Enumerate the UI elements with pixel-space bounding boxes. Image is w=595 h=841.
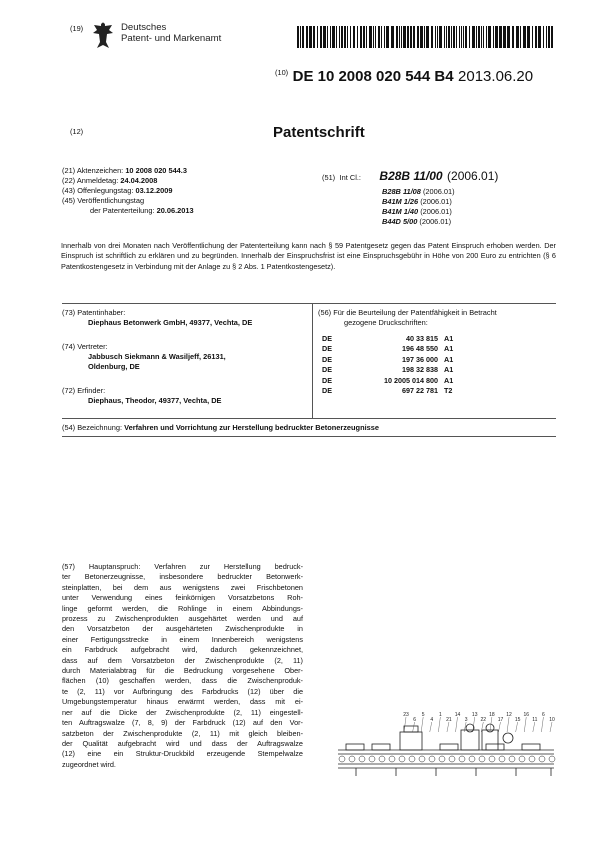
claim-line-text: flächen (10) geschaffen werden, dass die Zwischenproduk-	[62, 676, 303, 686]
ipc-secondary-row	[382, 197, 562, 207]
barcode-bar	[386, 26, 389, 48]
citations-block	[318, 308, 558, 404]
reference-numeral: 3	[464, 717, 468, 723]
conveyor-roller	[519, 756, 525, 762]
inid-code-74: (74)	[62, 342, 76, 351]
field-45-continued	[62, 206, 312, 216]
ipc-secondary-version: (2006.01)	[422, 187, 455, 196]
citation-country: DE	[322, 386, 332, 395]
reference-numeral: 4	[430, 717, 434, 723]
divider-middle	[62, 418, 556, 419]
claim-line	[62, 572, 303, 582]
grant-publication-label: Veröffentlichungstag	[77, 196, 145, 205]
representative-value-line2: Oldenburg, DE	[88, 362, 140, 371]
document-number: DE 10 2008 020 544 B4	[292, 68, 454, 85]
claim-line	[62, 562, 303, 572]
claim-line-text: Hauptanspruch: Verfahren zur Herstellung bedruck-	[88, 562, 304, 571]
document-type: Patentschrift	[273, 124, 365, 141]
claim-line-text: durch Materialabtrag für die Bedruckung vorgesehene Ober-	[62, 666, 303, 676]
reference-numeral: 16	[523, 712, 530, 718]
citation-kind: A1	[444, 354, 454, 364]
divider-top	[62, 303, 556, 304]
barcode-bar	[420, 26, 423, 48]
bibliographic-data	[62, 166, 312, 216]
claim-line-text: (12) eine ein Struktur-Druckbild erzeugende Stempelwalze	[62, 749, 303, 759]
conveyor-roller	[549, 756, 555, 762]
reference-leader-line	[507, 717, 509, 732]
opposition-notice-text: Innerhalb von drei Monaten nach Veröffentlichung der Patenterteilung kann nach § 59 Patentgesetz gegen das Patent Einspruch erhoben werden. Der Einspruch ist schriftlich zu erklären und zu begründen. Innerhalb der Einspruchsfrist ist eine Einspruchsgebühr in Höhe von 200 Euro zu entrichten (§ 6 Patentkostengesetz in Verbindung mit der Anlage zu § 2 Abs. 1 Patentkostengesetz).	[61, 241, 556, 271]
citation-kind: A1	[444, 334, 454, 343]
barcode-bar	[373, 26, 374, 48]
application-number-value: 10 2008 020 544.3	[125, 166, 187, 175]
barcode-bar	[396, 26, 398, 48]
office-name-line2: Patent- und Markenamt	[121, 33, 222, 44]
inid-code-21: (21)	[62, 166, 76, 175]
barcode-bar	[407, 26, 409, 48]
conveyor-roller	[389, 756, 395, 762]
reference-leader-line	[456, 717, 458, 732]
citation-number: 40 33 815	[406, 334, 438, 343]
conveyor-roller	[459, 756, 465, 762]
main-claim-text	[62, 562, 303, 770]
inid-code-51: (51)	[322, 173, 336, 182]
claim-line	[62, 583, 303, 593]
inid-code-73: (73)	[62, 308, 76, 317]
reference-numeral: 17	[497, 717, 504, 723]
barcode-bar	[495, 26, 498, 48]
conveyor-roller	[419, 756, 425, 762]
citation-number: 197 36 000	[402, 354, 438, 364]
ipc-secondary-version: (2006.01)	[420, 197, 452, 206]
barcode-bar	[323, 26, 326, 48]
ipc-secondary-class: B41M 1/40	[382, 207, 421, 216]
barcode-bar	[486, 26, 487, 48]
reference-leader-line	[447, 722, 449, 732]
citation-kind: T2	[444, 386, 453, 395]
barcode-bar	[548, 26, 550, 48]
barcode	[297, 26, 555, 48]
reference-numeral: 21	[446, 717, 452, 723]
barcode-bar	[527, 26, 530, 48]
reference-leader-line	[413, 722, 415, 732]
barcode-bar	[456, 26, 457, 48]
conveyor-roller	[339, 756, 345, 762]
inid-code-45: (45)	[62, 196, 76, 205]
barcode-bar	[469, 26, 470, 48]
field-45	[62, 196, 312, 206]
ipc-classification	[322, 167, 562, 227]
publication-date-label: Offenlegungstag:	[77, 186, 134, 195]
reference-numeral: 11	[532, 717, 538, 723]
claim-line	[62, 593, 303, 603]
inid-code-72: (72)	[62, 386, 76, 395]
citation-country: DE	[322, 375, 332, 385]
barcode-bar	[512, 26, 514, 48]
reference-leader-line	[404, 717, 406, 732]
claim-line-text: ner auf die Dicke der Zwischenprodukte (2, 11) eingestell-	[62, 707, 303, 717]
parties-block	[62, 308, 307, 406]
claim-line	[62, 687, 303, 697]
field-22	[62, 176, 312, 186]
barcode-bar	[357, 26, 358, 48]
title-label: Bezeichnung:	[77, 423, 123, 432]
conveyor-roller	[509, 756, 515, 762]
claim-line-text: den Vorsatzbeton der ausgehärteten Zwischenprodukte in	[62, 624, 303, 634]
conveyor-roller	[349, 756, 355, 762]
claim-line-text: linge geformt werden, die Rohlinge in einem Abbindungs-	[62, 603, 303, 613]
conveyor-roller	[369, 756, 375, 762]
reference-numeral: 6	[542, 712, 545, 718]
barcode-bar	[435, 26, 436, 48]
barcode-bar	[538, 26, 541, 48]
barcode-bar	[426, 26, 429, 48]
barcode-bar	[431, 26, 433, 48]
citation-number: 198 32 838	[402, 365, 438, 375]
reference-leader-line	[541, 717, 543, 732]
inid-code-57: (57)	[62, 562, 89, 571]
citation-country: DE	[322, 354, 332, 364]
ipc-secondary-row	[382, 187, 562, 197]
ipc-label: Int Cl.:	[339, 173, 361, 182]
claim-line	[62, 635, 303, 645]
barcode-bar	[320, 26, 322, 48]
ipc-main	[322, 167, 562, 185]
citation-number: 697 22 781	[402, 386, 438, 395]
barcode-bar	[410, 26, 412, 48]
barcode-bar	[535, 26, 537, 48]
conveyor-roller	[409, 756, 415, 762]
citation-country: DE	[322, 365, 332, 375]
claim-line-text: zugeordnet wird.	[62, 759, 116, 769]
claim-line	[62, 739, 303, 749]
barcode-bar	[399, 26, 400, 48]
claim-line	[62, 676, 303, 686]
representative-value-line1: Jabbusch Siekmann & Wasiljeff, 26131,	[88, 352, 226, 361]
conveyor-roller	[489, 756, 495, 762]
reference-numeral: 23	[403, 712, 409, 718]
document-date: 2013.06.20	[458, 68, 534, 85]
ipc-secondary-row	[382, 207, 562, 217]
patent-drawing	[336, 708, 556, 778]
conveyor-roller	[469, 756, 475, 762]
grant-publication-label-2: der Patenterteilung:	[90, 206, 155, 215]
reference-leader-line	[550, 722, 552, 732]
proprietor-value: Diephaus Betonwerk GmbH, 49377, Vechta, DE	[88, 318, 253, 327]
barcode-bar	[360, 26, 362, 48]
inventor-value: Diephaus, Theodor, 49377, Vechta, DE	[88, 396, 222, 405]
claim-line	[62, 645, 303, 655]
divider-bottom	[62, 436, 556, 437]
claim-line-text: unter Verwendung eines feinkörnigen Vorsatzbetons Roh-	[62, 593, 303, 603]
field-74	[62, 342, 307, 352]
reference-numeral: 13	[471, 712, 478, 718]
reference-leader-line	[430, 722, 432, 732]
reference-numeral: 12	[506, 712, 512, 718]
reference-numeral: 18	[489, 712, 495, 718]
conveyor-roller	[479, 756, 485, 762]
ipc-secondary-class: B28B 11/08	[382, 187, 423, 196]
barcode-bar	[481, 26, 482, 48]
citation-country: DE	[322, 344, 332, 354]
office-name-line1: Deutsches	[121, 22, 167, 33]
citations-label-line1: Für die Beurteilung der Patentfähigkeit in Betracht	[333, 308, 497, 317]
reference-numeral: 10	[549, 717, 555, 723]
conveyor-roller	[429, 756, 435, 762]
publication-date-value: 03.12.2009	[135, 186, 173, 195]
barcode-bar	[306, 26, 308, 48]
claim-line	[62, 614, 303, 624]
field-43	[62, 186, 312, 196]
barcode-bar	[317, 26, 318, 48]
ipc-main-class: B28B 11/00	[379, 169, 443, 183]
claim-line	[62, 729, 303, 739]
barcode-bar	[375, 26, 376, 48]
reference-numeral: 6	[413, 717, 416, 723]
ipc-main-version: (2006.01)	[447, 169, 499, 183]
claim-line-text: dass auf dem Vorsatzbeton der Zwischenprodukte (2, 11)	[62, 655, 303, 665]
claim-line-text: einer Fertigungsstrecke in einem Innenbereich wenigstens	[62, 634, 303, 644]
claim-line	[62, 656, 303, 666]
reference-leader-line	[533, 722, 535, 732]
barcode-bar	[384, 26, 385, 48]
barcode-bar	[353, 26, 355, 48]
inid-code-43: (43)	[62, 186, 76, 195]
claim-line	[62, 708, 303, 718]
citation-number: 10 2005 014 800	[384, 375, 438, 385]
barcode-bar	[453, 26, 455, 48]
inid-code-54: (54)	[62, 423, 76, 432]
inventor-label: Erfinder:	[77, 386, 106, 395]
proprietor-label: Patentinhaber:	[77, 308, 126, 317]
barcode-bar	[413, 26, 415, 48]
barcode-bar	[332, 26, 335, 48]
claim-line-text: steinplatten, bei dem aus wenigstens zwei Frischbetonen	[62, 582, 303, 592]
conveyor-roller	[399, 756, 405, 762]
barcode-bar	[459, 26, 460, 48]
barcode-bar	[444, 26, 445, 48]
barcode-bar	[330, 26, 331, 48]
federal-eagle-logo	[92, 20, 114, 50]
barcode-bar	[347, 26, 348, 48]
conveyor-roller	[439, 756, 445, 762]
opposition-notice	[61, 241, 556, 272]
barcode-bar	[499, 26, 502, 48]
citation-kind: A1	[444, 365, 454, 375]
claim-line-text: Umgebungstemperatur hinaus erwärmt werden, dass mit ei-	[62, 697, 303, 707]
ipc-secondary-class: B44D 5/00	[382, 217, 420, 226]
filing-date-label: Anmeldetag:	[76, 176, 119, 185]
barcode-bar	[313, 26, 315, 48]
inid-code-22: (22)	[62, 176, 76, 185]
patent-office-name	[121, 22, 221, 44]
ipc-secondary-list	[382, 187, 562, 227]
barcode-bar	[378, 26, 380, 48]
barcode-bar	[478, 26, 480, 48]
inid-code-10: (10)	[275, 68, 289, 77]
conveyor-roller	[499, 756, 505, 762]
claim-line	[62, 666, 303, 676]
barcode-bar	[446, 26, 447, 48]
claim-line	[62, 624, 303, 634]
reference-leader-line	[438, 717, 440, 732]
barcode-bar	[448, 26, 450, 48]
grant-publication-value: 20.06.2013	[156, 206, 194, 215]
claim-line-text: prozess zu Zwischenprodukten ausgehärtet werden und auf	[62, 614, 303, 624]
barcode-bar	[363, 26, 365, 48]
claim-line	[62, 718, 303, 728]
barcode-bar	[493, 26, 494, 48]
citation-kind: A1	[444, 344, 454, 354]
barcode-bar	[516, 26, 519, 48]
barcode-bar	[300, 26, 301, 48]
reference-numeral: 1	[438, 712, 442, 718]
claim-line	[62, 697, 303, 707]
reference-numeral: 14	[454, 712, 461, 718]
document-identifier	[275, 68, 533, 86]
barcode-bar	[366, 26, 367, 48]
barcode-bar	[523, 26, 526, 48]
barcode-bar	[424, 26, 425, 48]
invention-title: Verfahren und Vorrichtung zur Herstellung bedruckter Betonerzeugnisse	[124, 423, 379, 432]
barcode-bar	[309, 26, 312, 48]
conveyor-roller	[449, 756, 455, 762]
barcode-bar	[520, 26, 521, 48]
barcode-bar	[417, 26, 419, 48]
inid-code-56: (56)	[318, 308, 332, 317]
barcode-bar	[476, 26, 477, 48]
claim-line-text: te (2, 11) vor Aufbringung des Farbdrucks (12) über die	[62, 686, 303, 696]
citation-list	[318, 334, 558, 404]
barcode-bar	[546, 26, 547, 48]
barcode-bar	[403, 26, 406, 48]
claim-line	[62, 760, 303, 770]
field-72	[62, 386, 307, 396]
reference-leader-line	[421, 717, 423, 732]
claim-line-text: ein Farbdruck aufgebracht wird, dadurch gekennzeichnet,	[62, 645, 303, 655]
inid-code-19: (19)	[70, 24, 84, 33]
conveyor-roller	[529, 756, 535, 762]
barcode-bar	[472, 26, 475, 48]
claim-line-text: ter Betonerzeugnisse, insbesondere bedruckter Betonwerk-	[62, 572, 303, 582]
barcode-bar	[551, 26, 553, 48]
reference-numeral: 15	[514, 717, 521, 723]
reference-numeral: 22	[480, 717, 487, 723]
barcode-bar	[465, 26, 467, 48]
barcode-bar	[488, 26, 491, 48]
barcode-bar	[302, 26, 304, 48]
barcode-bar	[532, 26, 533, 48]
ipc-secondary-row	[382, 217, 562, 227]
field-54	[62, 423, 556, 433]
conveyor-roller	[539, 756, 545, 762]
barcode-bar	[439, 26, 442, 48]
conveyor-roller	[359, 756, 365, 762]
reference-numeral: 5	[421, 712, 425, 718]
barcode-bar	[543, 26, 544, 48]
barcode-bar	[381, 26, 382, 48]
barcode-bar	[507, 26, 510, 48]
reference-leader-line	[516, 722, 518, 732]
filing-date-value: 24.04.2008	[120, 176, 158, 185]
barcode-bar	[503, 26, 506, 48]
field-73	[62, 308, 307, 318]
citation-kind: A1	[444, 375, 454, 385]
reference-leader-line	[498, 722, 500, 732]
barcode-bar	[483, 26, 484, 48]
representative-label: Vertreter:	[77, 342, 108, 351]
barcode-bar	[463, 26, 464, 48]
field-56	[318, 308, 558, 318]
barcode-bar	[391, 26, 394, 48]
main-claim	[62, 562, 303, 770]
conveyor-roller	[379, 756, 385, 762]
divider-vertical	[312, 303, 313, 418]
barcode-bar	[350, 26, 351, 48]
barcode-bar	[344, 26, 346, 48]
ipc-secondary-version: (2006.01)	[420, 207, 452, 216]
barcode-bar	[327, 26, 328, 48]
claim-line-text: der Qualität aufgebracht wird und dass der Auftragswalze	[62, 738, 303, 748]
reference-leader-line	[524, 717, 526, 732]
barcode-bar	[297, 26, 299, 48]
barcode-bar	[341, 26, 343, 48]
barcode-bar	[336, 26, 337, 48]
claim-line-text: ten Auftragswalze (7, 8, 9) der Farbdruck (12) auf den Vor-	[62, 718, 303, 728]
ipc-secondary-version: (2006.01)	[419, 217, 452, 226]
claim-line	[62, 749, 303, 759]
claim-line-text: satzbeton der Zwischenprodukte (2, 11) mit gleich bleiben-	[62, 728, 303, 738]
barcode-bar	[451, 26, 452, 48]
inid-code-12: (12)	[70, 127, 84, 136]
barcode-bar	[339, 26, 340, 48]
claim-line	[62, 604, 303, 614]
citation-number: 196 48 550	[402, 344, 438, 354]
barcode-bar	[401, 26, 402, 48]
citations-label-line2: gezogene Druckschriften:	[344, 318, 428, 327]
ipc-secondary-class: B41M 1/26	[382, 197, 421, 206]
application-number-label: Aktenzeichen:	[76, 166, 124, 175]
barcode-bar	[437, 26, 438, 48]
citation-country: DE	[322, 334, 332, 343]
field-21	[62, 166, 312, 176]
barcode-bar	[369, 26, 372, 48]
barcode-bar	[461, 26, 462, 48]
